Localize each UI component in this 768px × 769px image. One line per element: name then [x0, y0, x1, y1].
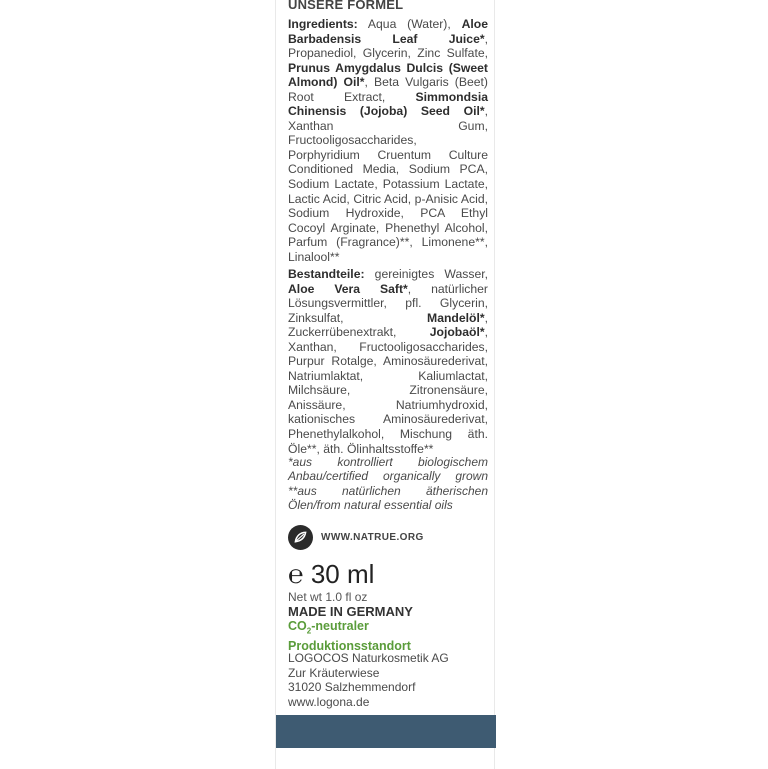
organic-ingredient: Aloe Barbadensis Leaf Juice*	[288, 17, 488, 46]
co2-subscript: 2	[306, 626, 312, 636]
net-weight: Net wt 1.0 fl oz	[288, 590, 368, 604]
ingredients-english	[288, 17, 488, 264]
bestandteile-label: Bestandteile:	[288, 267, 365, 281]
ingredient-text: Aqua (Water),	[357, 17, 462, 31]
product-label-panel	[275, 0, 495, 769]
volume-amount: 30 ml	[310, 559, 375, 589]
organic-ingredient: Prunus Amygdalus Dulcis (Sweet Almond) Oil*	[288, 60, 488, 90]
ingredient-text: , natürlicher Lösungsvermittler, pfl. Glycerin, Zinksulfat,	[288, 281, 488, 325]
section-heading: UNSERE FORMEL	[288, 0, 404, 12]
street: Zur Kräuterwiese	[288, 665, 380, 680]
ingredients-list	[288, 17, 488, 264]
website: www.logona.de	[288, 694, 370, 709]
natrue-certification	[288, 524, 488, 550]
ingredient-text: , Zuckerrübenextrakt,	[288, 310, 488, 340]
ingredient-text: , Xanthan Gum, Fructooligosaccharides, Porphyridium Cruentum Culture Conditioned Media, Sodium PCA, Sodium Lactate, Potassium Lactate, Lactic Acid, Citric Acid, p-Anisic Acid, Sodium Hydroxide, PCA Ethyl Cocoyl Arginate, Phenethyl Alcohol, Parfum (Fragrance)**, Limonene**, Linalool**	[288, 104, 488, 264]
brand-color-bar	[276, 715, 496, 748]
ingredient-text: gereinigtes Wasser,	[364, 267, 488, 281]
estimated-sign: ℮	[288, 559, 304, 589]
ingredients-label: Ingredients:	[288, 17, 358, 31]
ingredients-german	[288, 267, 488, 456]
ingredient-text: , Beta Vulgaris (Beet) Root Extract,	[288, 75, 488, 104]
city: 31020 Salzhemmendorf	[288, 680, 416, 694]
ingredient-text: , Propanediol, Glycerin, Zinc Sulfate,	[288, 31, 488, 61]
organic-ingredient: Aloe Vera Saft*	[288, 281, 408, 296]
company-address	[288, 651, 449, 709]
organic-ingredient: Jojobaöl*	[429, 325, 485, 340]
organic-footnote: *aus kontrolliert biologischem Anbau/certified organically grown **aus natürlichen ätherischen Ölen/from natural essential oils	[288, 455, 488, 513]
made-in-label: MADE IN GERMANY	[288, 604, 413, 619]
organic-ingredient: Simmondsia Chinensis (Jojoba) Seed Oil*	[288, 89, 488, 119]
net-volume	[288, 560, 374, 588]
ingredient-text: , Xanthan, Fructooligosaccharides, Purpur Rotalge, Aminosäurederivat, Natriumlaktat, Kaliumlactat, Milchsäure, Zitronensäure, Anissäure, Natriumhydroxid, kationisches Aminosäurederivat, Phenethylalkohol, Mischung äth. Öle**, äth. Ölinhaltsstoffe**	[288, 325, 488, 456]
co2-rest: -neutraler Produktionsstandort	[288, 619, 411, 653]
co2-prefix: CO	[288, 619, 307, 633]
co2-neutral-label	[288, 619, 493, 654]
bestandteile-list	[288, 267, 488, 456]
organic-ingredient: Mandelöl*	[427, 310, 485, 325]
natrue-leaf-icon	[288, 525, 313, 550]
company-name: LOGOCOS Naturkosmetik AG	[288, 651, 449, 665]
natrue-url: WWW.NATRUE.ORG	[321, 531, 424, 543]
